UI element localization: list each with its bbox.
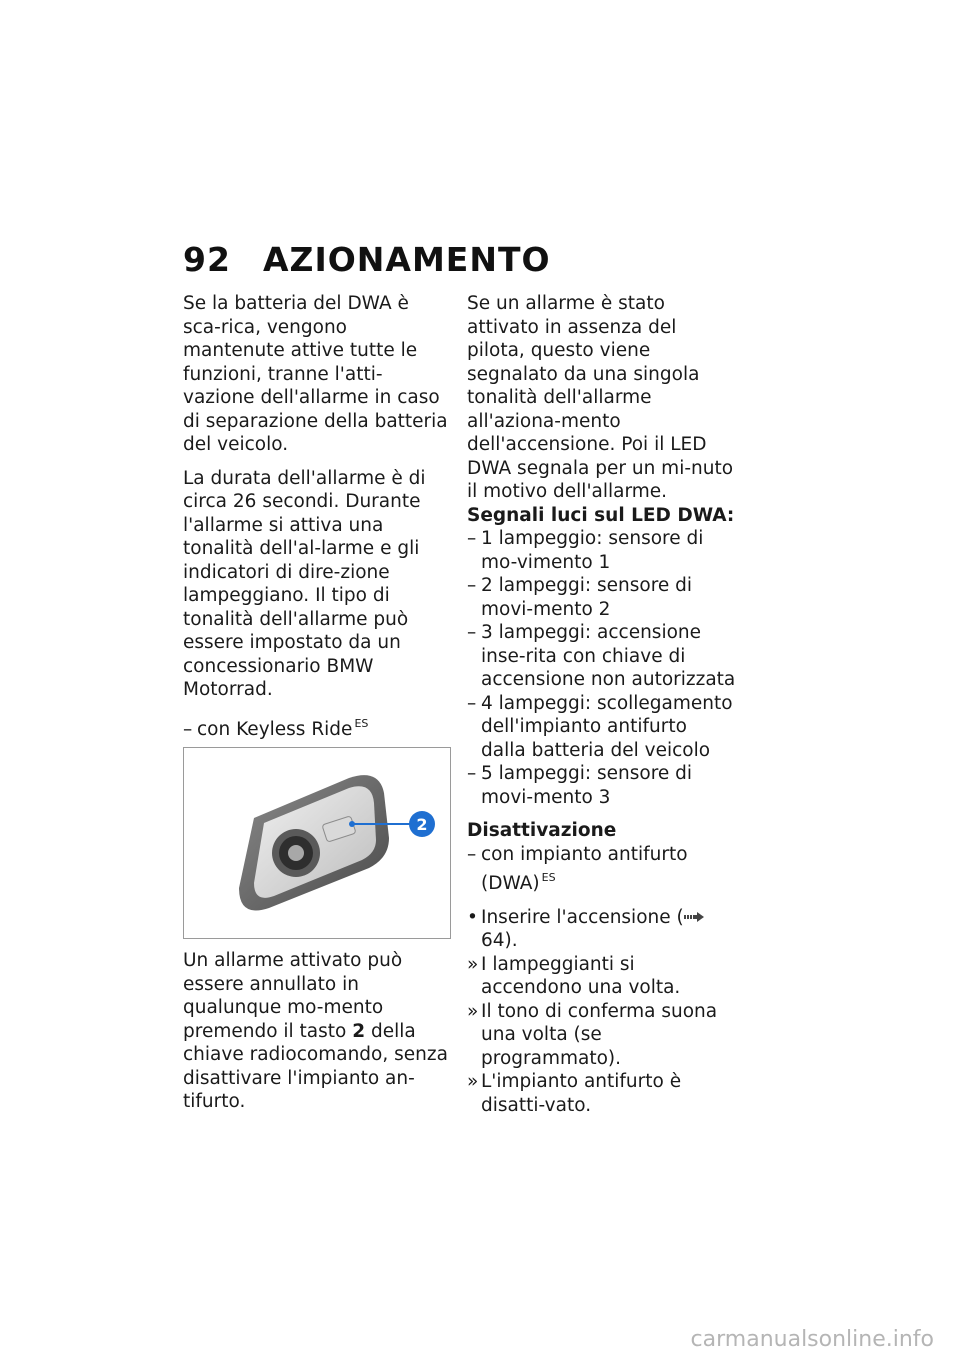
paragraph-cancel-alarm [183, 949, 451, 1114]
condition-dash: – [183, 718, 193, 740]
equipment-superscript: ES [354, 716, 369, 730]
paragraph-alarm-duration: La durata dell'allarme è di circa 26 secondi. Durante l'allarme si attiva una tonalità dell'al-larme e gli indicatori di dire-zione lampeggiano. Il tipo di tonalità dell'allarme può essere impostato da un concessionario BMW Motorrad. [183, 467, 426, 700]
list-item [467, 762, 737, 809]
result-text: L'impianto antifurto è disatti-vato. [481, 1071, 682, 1116]
list-item [467, 621, 737, 692]
result-marker: » [467, 1000, 479, 1022]
left-column [183, 292, 451, 1124]
callout-dot [349, 821, 355, 827]
step-text-b: 64). [481, 930, 518, 951]
deactivation-heading: Disattivazione [467, 820, 617, 841]
list-item [467, 527, 737, 574]
list-marker: – [467, 575, 477, 596]
right-column [467, 292, 737, 1117]
cancel-text-a: Un allarme attivato può essere annullato in qualunque mo-mento premendo il tasto [183, 950, 403, 1042]
cancel-text-b: della chiave radiocomando, senza disattivare l'impianto an-tifurto. [183, 1020, 448, 1112]
condition-dash: – [467, 843, 477, 865]
result-text: Il tono di conferma suona una volta (se programmato). [481, 1000, 718, 1069]
paragraph-battery: Se la batteria del DWA è sca-rica, vengono mantenute attive tutte le funzioni, tranne l'atti-vazione dell'allarme in caso di separazione della batteria del veicolo. [183, 293, 448, 455]
keyless-remote-key-image [183, 747, 451, 939]
list-item [467, 1070, 737, 1117]
list-marker: – [467, 528, 477, 549]
list-item [467, 843, 737, 896]
signals-heading: Segnali luci sul LED DWA: [467, 504, 735, 526]
result-marker: » [467, 1071, 479, 1092]
list-marker: – [467, 622, 477, 643]
step-bullet: • [467, 906, 478, 928]
paragraph-absent-alarm: Se un allarme è stato attivato in assenza del pilota, questo viene segnalato da una singola tonalità dell'allarme all'aziona-mento dell'accensione. Poi il LED DWA segnala per un mi-nuto il motivo dell'allarme. [467, 293, 734, 502]
list-marker: – [467, 763, 477, 784]
list-item [467, 953, 737, 1000]
list-marker: – [467, 692, 477, 714]
page-reference-arrow-icon [684, 912, 704, 922]
condition-dwa [467, 843, 737, 896]
result-text: I lampeggianti si accendono una volta. [481, 953, 681, 998]
remote-key-body [239, 775, 389, 910]
steps-list [467, 906, 737, 1118]
list-item [467, 692, 737, 763]
cancel-button-ref: 2 [352, 1020, 366, 1042]
remote-key-drawing [184, 748, 450, 938]
equipment-superscript: ES [541, 871, 556, 884]
list-item-text: 2 lampeggi: sensore di movi-mento 2 [481, 575, 693, 620]
list-item-text: 3 lampeggi: accensione inse-rita con chiave di accensione non autorizzata [481, 622, 736, 690]
list-item-text: 4 lampeggi: scollegamento dell'impianto antifurto dalla batteria del veicolo [481, 692, 733, 761]
signals-list [467, 527, 737, 809]
condition-keyless-ride [183, 712, 451, 742]
list-item [467, 906, 737, 953]
list-item [467, 1000, 737, 1071]
section-title: AZIONAMENTO [263, 240, 551, 279]
condition-text: con impianto antifurto (DWA) [481, 843, 688, 894]
step-text-a: Inserire l'accensione ( [481, 906, 684, 928]
list-item-text: 1 lampeggio: sensore di mo-vimento 1 [481, 528, 704, 573]
condition-text: con Keyless Ride [197, 718, 353, 740]
callout-number: 2 [416, 815, 428, 834]
page-header [183, 240, 551, 279]
page-number: 92 [183, 240, 231, 279]
watermark: carmanualsonline.info [690, 1327, 934, 1352]
result-marker: » [467, 953, 479, 975]
list-item [467, 574, 737, 621]
list-item-text: 5 lampeggi: sensore di movi-mento 3 [481, 763, 693, 808]
